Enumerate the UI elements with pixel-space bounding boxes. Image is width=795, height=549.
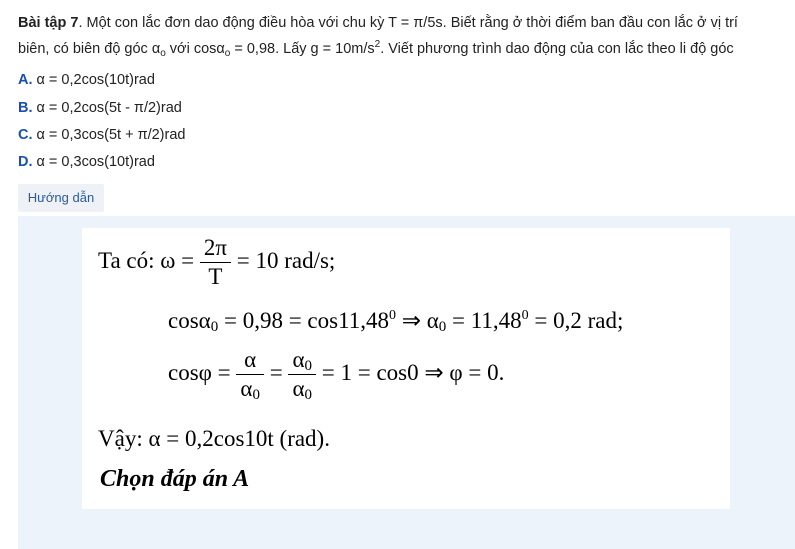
question-text-1: . Một con lắc đơn dao động điều hòa với chu kỳ T = π/5s. Biết rằng ở thời điểm ban đầu con lắc ở vị trí (78, 15, 738, 31)
subscript-0: 0 (304, 358, 313, 374)
solution-image (82, 228, 730, 509)
subscript-o: o (160, 48, 166, 59)
solution-text: = 11,48 (446, 308, 522, 333)
fraction-alpha0-over-alpha0 (288, 346, 316, 403)
option-letter: B. (18, 100, 33, 116)
fraction-alpha-over-alpha0 (236, 346, 264, 403)
fraction-2pi-over-t (200, 234, 231, 291)
option-letter: D. (18, 154, 33, 170)
option-b[interactable] (18, 95, 182, 121)
solution-line-1 (98, 234, 335, 291)
fraction-numerator: α (244, 347, 257, 372)
fraction-denominator: T (208, 264, 223, 289)
superscript-0: 0 (521, 308, 529, 323)
solution-answer: Chọn đáp án A (100, 466, 250, 492)
option-c[interactable] (18, 122, 185, 148)
solution-text: = 10 rad/s; (236, 247, 336, 273)
alpha-symbol: α (292, 347, 305, 372)
option-text: α = 0,3cos(5t + π/2)rad (36, 127, 186, 143)
solution-line-3 (168, 346, 504, 403)
question-line-2 (18, 36, 788, 62)
question-text-2d: . Viết phương trình dao động của con lắc theo li độ góc (380, 41, 734, 57)
option-letter: C. (18, 127, 33, 143)
superscript-0: 0 (388, 308, 396, 323)
subscript-0: 0 (438, 319, 447, 335)
option-text: α = 0,2cos(5t - π/2)rad (36, 100, 182, 116)
subscript-0: 0 (304, 387, 313, 403)
option-text: α = 0,2cos(10t)rad (36, 72, 155, 88)
solution-line-2 (168, 308, 623, 334)
solution-line-4: Vậy: α = 0,2cos10t (rad). (98, 426, 330, 451)
question-text-2c: = 0,98. Lấy g = 10m/s (230, 41, 375, 57)
exercise-label: Bài tập 7 (18, 15, 79, 31)
solution-text: cosα (168, 308, 211, 333)
option-d[interactable] (18, 149, 155, 175)
fraction-denominator (288, 375, 316, 403)
solution-text: = 0,2 rad; (528, 308, 624, 333)
option-letter: A. (18, 72, 33, 88)
question-text-2a: biên, có biên độ góc α (18, 41, 161, 57)
question-line-1 (18, 10, 788, 36)
question-text-2b: với cosα (165, 41, 225, 57)
subscript-o: o (224, 48, 231, 59)
fraction-denominator (236, 375, 264, 403)
subscript-0: 0 (210, 319, 219, 335)
solution-text: = 1 = cos0 ⇒ φ = 0. (321, 359, 505, 385)
solution-text: = (269, 359, 283, 385)
solution-text: Ta có: ω = (98, 247, 195, 273)
solution-text: = 0,98 = cos11,48 (218, 308, 389, 333)
superscript-2: 2 (374, 39, 381, 50)
alpha-symbol: α (292, 376, 305, 401)
subscript-0: 0 (252, 387, 260, 403)
option-text: α = 0,3cos(10t)rad (36, 154, 155, 170)
alpha-symbol: α (240, 376, 253, 401)
question-text (18, 10, 788, 62)
solution-text: ⇒ α (395, 308, 439, 333)
solution-text: cosφ = (168, 359, 231, 385)
guide-button[interactable]: Hướng dẫn (18, 184, 104, 212)
fraction-numerator (288, 346, 316, 374)
fraction-numerator: 2π (203, 235, 227, 260)
option-a[interactable] (18, 67, 155, 93)
